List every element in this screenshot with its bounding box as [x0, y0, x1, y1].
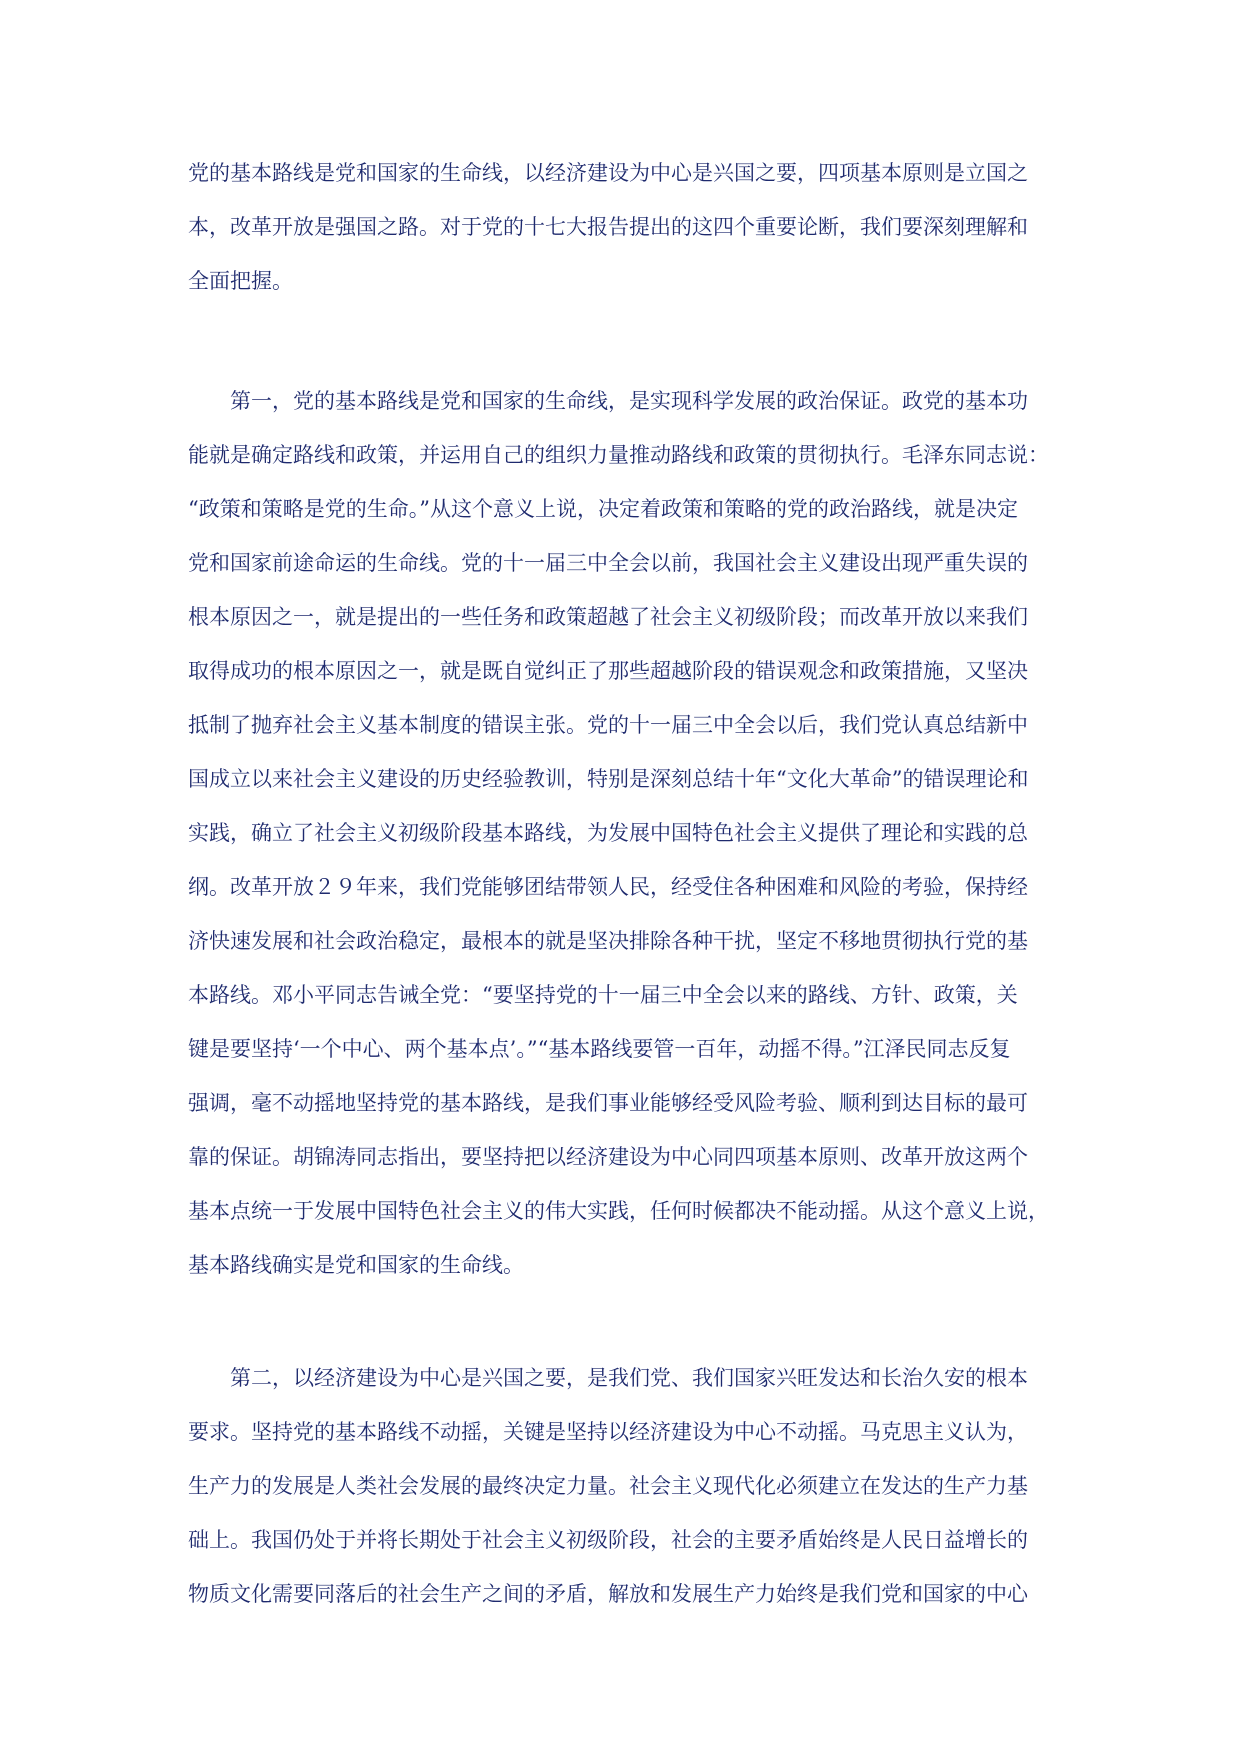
- intro-paragraph: [188, 146, 1054, 308]
- text-line: 党和国家前途命运的生命线。党的十一届三中全会以前，我国社会主义建设出现严重失误的: [188, 551, 1028, 575]
- text-line: 国成立以来社会主义建设的历史经验教训，特别是深刻总结十年“文化大革命”的错误理论和: [188, 767, 1029, 791]
- text-line: 第二，以经济建设为中心是兴国之要，是我们党、我们国家兴旺发达和长治久安的根本: [230, 1366, 1028, 1390]
- text-line: 能就是确定路线和政策，并运用自己的组织力量推动路线和政策的贯彻执行。毛泽东同志说：: [188, 443, 1049, 467]
- text-line: 础上。我国仍处于并将长期处于社会主义初级阶段，社会的主要矛盾始终是人民日益增长的: [188, 1528, 1028, 1552]
- text-line: 实践，确立了社会主义初级阶段基本路线，为发展中国特色社会主义提供了理论和实践的总: [188, 821, 1028, 845]
- text-line: 济快速发展和社会政治稳定，最根本的就是坚决排除各种干扰，坚定不移地贯彻执行党的基: [188, 929, 1028, 953]
- text-line: 取得成功的根本原因之一，就是既自觉纠正了那些超越阶段的错误观念和政策措施，又坚决: [188, 659, 1028, 683]
- text-line: “政策和策略是党的生命。”从这个意义上说，决定着政策和策略的党的政治路线，就是决定: [188, 497, 1018, 521]
- text-line: 全面把握。: [188, 269, 293, 293]
- text-line: 强调，毫不动摇地坚持党的基本路线，是我们事业能够经受风险考验、顺利到达目标的最可: [188, 1091, 1028, 1115]
- text-line: 本，改革开放是强国之路。对于党的十七大报告提出的这四个重要论断，我们要深刻理解和: [188, 215, 1028, 239]
- text-line: 抵制了抛弃社会主义基本制度的错误主张。党的十一届三中全会以后，我们党认真总结新中: [188, 713, 1028, 737]
- first-point-paragraph: [188, 374, 1054, 1292]
- text-line: 党的基本路线是党和国家的生命线，以经济建设为中心是兴国之要，四项基本原则是立国之: [188, 161, 1028, 185]
- text-line: 要求。坚持党的基本路线不动摇，关键是坚持以经济建设为中心不动摇。马克思主义认为，: [188, 1420, 1028, 1444]
- text-line: 键是要坚持‘一个中心、两个基本点’。”“基本路线要管一百年，动摇不得。”江泽民同志反复: [188, 1037, 1011, 1061]
- text-line: 靠的保证。胡锦涛同志指出，要坚持把以经济建设为中心同四项基本原则、改革开放这两个: [188, 1145, 1028, 1169]
- second-point-paragraph: [188, 1351, 1054, 1621]
- text-line: 根本原因之一，就是提出的一些任务和政策超越了社会主义初级阶段；而改革开放以来我们: [188, 605, 1028, 629]
- text-line: 纲。改革开放２９年来，我们党能够团结带领人民，经受住各种困难和风险的考验，保持经: [188, 875, 1028, 899]
- text-line: 基本路线确实是党和国家的生命线。: [188, 1253, 524, 1277]
- text-line: 第一，党的基本路线是党和国家的生命线，是实现科学发展的政治保证。政党的基本功: [230, 389, 1028, 413]
- text-line: 生产力的发展是人类社会发展的最终决定力量。社会主义现代化必须建立在发达的生产力基: [188, 1474, 1028, 1498]
- text-line: 本路线。邓小平同志告诫全党：“要坚持党的十一届三中全会以来的路线、方针、政策，关: [188, 983, 1018, 1007]
- text-line: 基本点统一于发展中国特色社会主义的伟大实践，任何时候都决不能动摇。从这个意义上说，: [188, 1199, 1049, 1223]
- text-line: 物质文化需要同落后的社会生产之间的矛盾，解放和发展生产力始终是我们党和国家的中心: [188, 1582, 1028, 1606]
